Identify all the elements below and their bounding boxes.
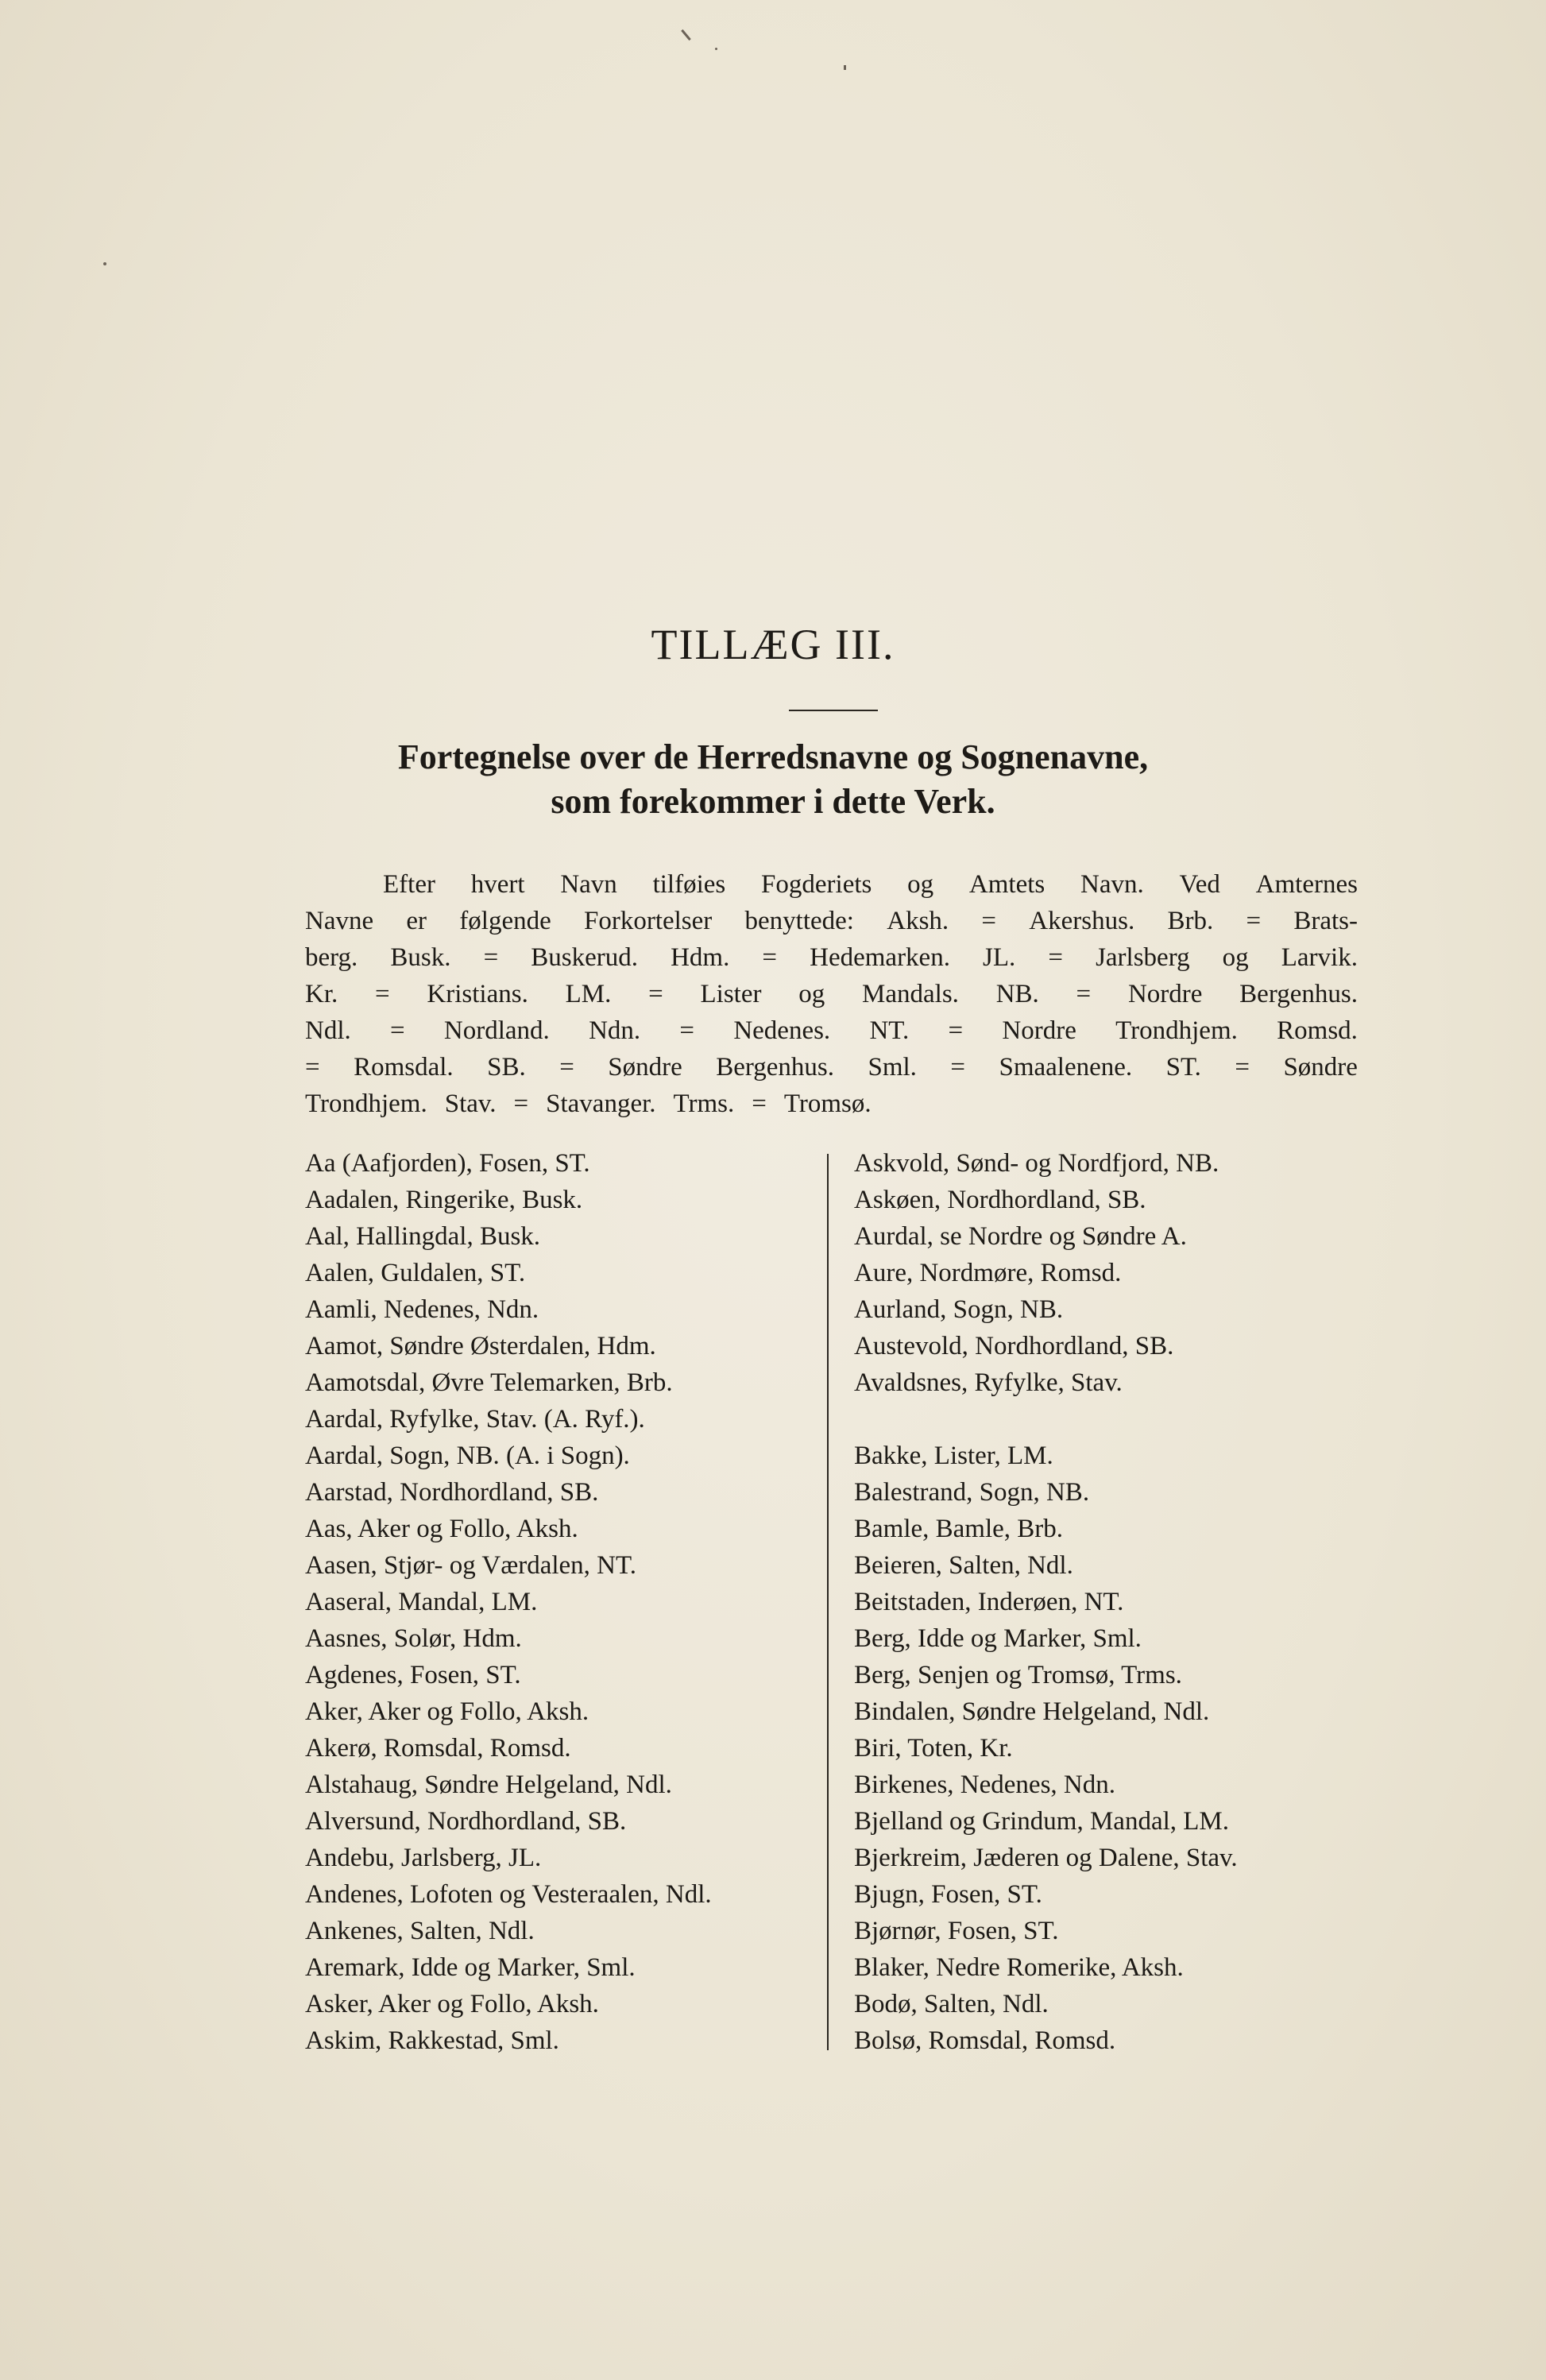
intro-line: [305, 1049, 1358, 1086]
intro-word: Smaalenene.: [999, 1053, 1133, 1082]
index-column-left: [305, 1145, 814, 2059]
subtitle-line: Fortegnelse over de Herredsnavne og Sognenavne,: [397, 737, 1149, 776]
intro-word: Trondhjem.: [1115, 1016, 1238, 1045]
index-entry: Aarstad, Nordhordland, SB.: [305, 1478, 599, 1507]
index-entry: Akerø, Romsdal, Romsd.: [305, 1734, 571, 1763]
intro-word: NT.: [869, 1016, 910, 1045]
index-entry: Biri, Toten, Kr.: [854, 1734, 1013, 1763]
index-entry: Andenes, Lofoten og Vesteraalen, Ndl.: [305, 1880, 712, 1909]
index-entry: Aamotsdal, Øvre Telemarken, Brb.: [305, 1368, 673, 1397]
index-entry: Aremark, Idde og Marker, Sml.: [305, 1953, 636, 1982]
intro-word: Akershus.: [1029, 907, 1135, 935]
intro-word: Mandals.: [862, 980, 959, 1008]
index-entry: Bindalen, Søndre Helgeland, Ndl.: [854, 1697, 1210, 1726]
index-entry: Blaker, Nedre Romerike, Aksh.: [854, 1953, 1184, 1982]
index-entry: Aalen, Guldalen, ST.: [305, 1259, 526, 1287]
intro-word: Romsd.: [1277, 1016, 1358, 1045]
intro-word: LM.: [565, 980, 612, 1008]
intro-word: Sml.: [868, 1053, 917, 1082]
intro-word: JL.: [983, 943, 1016, 972]
intro-word: Stav.: [444, 1089, 497, 1118]
intro-word: =: [679, 1016, 695, 1045]
index-entry: Berg, Senjen og Tromsø, Trms.: [854, 1661, 1182, 1689]
intro-word: hvert: [470, 870, 525, 899]
index-entry: Aurdal, se Nordre og Søndre A.: [854, 1222, 1187, 1251]
subtitle-line: som forekommer i dette Verk.: [551, 782, 995, 821]
index-entry: Aal, Hallingdal, Busk.: [305, 1222, 541, 1251]
index-entry: Berg, Idde og Marker, Sml.: [854, 1624, 1142, 1653]
index-entry: Bodø, Salten, Ndl.: [854, 1990, 1049, 2018]
intro-line: [305, 903, 1358, 939]
intro-word: Bergenhus.: [1239, 980, 1358, 1008]
index-entry: Alversund, Nordhordland, SB.: [305, 1807, 627, 1836]
intro-word: tilføies: [652, 870, 726, 899]
intro-word: Hdm.: [671, 943, 730, 972]
intro-word: Kristians.: [427, 980, 528, 1008]
intro-word: Brats-: [1293, 907, 1358, 935]
subtitle: [0, 735, 1546, 824]
index-entry: Beitstaden, Inderøen, NT.: [854, 1588, 1124, 1616]
index-entry: Aamot, Søndre Østerdalen, Hdm.: [305, 1332, 656, 1360]
intro-word: NB.: [995, 980, 1039, 1008]
intro-word: =: [1048, 943, 1063, 972]
intro-word: =: [390, 1016, 405, 1045]
intro-word: =: [948, 1016, 964, 1045]
intro-word: benyttede:: [744, 907, 854, 935]
intro-word: Nordre: [1127, 980, 1203, 1008]
intro-word: Amternes: [1255, 870, 1358, 899]
page-title: TILLÆG III.: [651, 621, 895, 668]
intro-word: berg.: [305, 943, 358, 972]
index-entry: Aure, Nordmøre, Romsd.: [854, 1259, 1122, 1287]
intro-word: og: [1222, 943, 1249, 972]
intro-word: er: [406, 907, 427, 935]
intro-word: Bergenhus.: [716, 1053, 835, 1082]
intro-word: Larvik.: [1281, 943, 1358, 972]
intro-word: Ndl.: [305, 1016, 351, 1045]
intro-word: Aksh.: [887, 907, 949, 935]
index-entry: Aa (Aafjorden), Fosen, ST.: [305, 1149, 590, 1178]
intro-word: =: [483, 943, 499, 972]
intro-word: =: [1235, 1053, 1250, 1082]
index-entry: Birkenes, Nedenes, Ndn.: [854, 1770, 1116, 1799]
intro-word: Navn: [560, 870, 617, 899]
index-entry: Aardal, Sogn, NB. (A. i Sogn).: [305, 1442, 630, 1470]
intro-word: SB.: [487, 1053, 526, 1082]
intro-paragraph: [305, 866, 1358, 1122]
intro-word: Busk.: [390, 943, 451, 972]
intro-word: Navne: [305, 907, 374, 935]
index-entry: Aker, Aker og Follo, Aksh.: [305, 1697, 589, 1726]
index-entry: Alstahaug, Søndre Helgeland, Ndl.: [305, 1770, 672, 1799]
index-entry: Aardal, Ryfylke, Stav. (A. Ryf.).: [305, 1405, 645, 1434]
ink-speck: [103, 262, 106, 265]
intro-word: Nedenes.: [733, 1016, 831, 1045]
intro-word: Tromsø.: [783, 1089, 872, 1118]
intro-word: Nordre: [1002, 1016, 1076, 1045]
index-entry: Aasnes, Solør, Hdm.: [305, 1624, 522, 1653]
intro-word: Efter: [383, 870, 435, 899]
intro-word: ST.: [1165, 1053, 1201, 1082]
intro-line: [305, 1086, 1358, 1122]
intro-word: =: [1246, 907, 1262, 935]
index-entry: Bjørnør, Fosen, ST.: [854, 1917, 1059, 1945]
ink-speck: [681, 29, 691, 41]
intro-word: og: [907, 870, 934, 899]
intro-line: [305, 976, 1358, 1012]
index-entry: Bjelland og Grindum, Mandal, LM.: [854, 1807, 1230, 1836]
intro-word: og: [798, 980, 825, 1008]
intro-word: =: [559, 1053, 574, 1082]
index-entry: Aurland, Sogn, NB.: [854, 1295, 1064, 1324]
index-entry: Balestrand, Sogn, NB.: [854, 1478, 1090, 1507]
intro-word: Ndn.: [589, 1016, 641, 1045]
intro-word: Ved: [1179, 870, 1220, 899]
intro-word: =: [305, 1053, 320, 1082]
intro-word: =: [513, 1089, 529, 1118]
index-column-right: [854, 1145, 1362, 2059]
index-entry: Aamli, Nedenes, Ndn.: [305, 1295, 539, 1324]
intro-word: følgende: [459, 907, 551, 935]
index-entry: Aas, Aker og Follo, Aksh.: [305, 1515, 578, 1543]
intro-word: Brb.: [1167, 907, 1214, 935]
ink-speck: [844, 65, 846, 70]
index-entry: Bjerkreim, Jæderen og Dalene, Stav.: [854, 1844, 1238, 1872]
intro-word: Fogderiets: [761, 870, 872, 899]
intro-word: =: [648, 980, 663, 1008]
intro-word: Hedemarken.: [810, 943, 950, 972]
index-entry: Asker, Aker og Follo, Aksh.: [305, 1990, 599, 2018]
index-entry: Bjugn, Fosen, ST.: [854, 1880, 1042, 1909]
index-entry: Aadalen, Ringerike, Busk.: [305, 1186, 583, 1214]
intro-line: [305, 939, 1358, 976]
index-entry: Austevold, Nordhordland, SB.: [854, 1332, 1174, 1360]
ink-speck: [715, 48, 717, 50]
index-entry: Bakke, Lister, LM.: [854, 1442, 1053, 1470]
intro-word: =: [981, 907, 997, 935]
index-entry: Askøen, Nordhordland, SB.: [854, 1186, 1146, 1214]
intro-word: =: [375, 980, 390, 1008]
intro-word: Forkortelser: [583, 907, 713, 935]
index-entry: Askim, Rakkestad, Sml.: [305, 2026, 559, 2055]
index-entry: Beieren, Salten, Ndl.: [854, 1551, 1073, 1580]
index-entry: Bolsø, Romsdal, Romsd.: [854, 2026, 1116, 2055]
intro-line: [305, 866, 1358, 903]
intro-word: =: [1076, 980, 1092, 1008]
index-entry: Aaseral, Mandal, LM.: [305, 1588, 538, 1616]
index-entry: Andebu, Jarlsberg, JL.: [305, 1844, 542, 1872]
intro-word: =: [762, 943, 778, 972]
intro-word: Amtets: [968, 870, 1045, 899]
index-entry: Agdenes, Fosen, ST.: [305, 1661, 521, 1689]
intro-word: Navn.: [1080, 870, 1144, 899]
intro-word: Jarlsberg: [1096, 943, 1190, 972]
column-divider: [827, 1154, 829, 2050]
intro-word: Nordland.: [443, 1016, 550, 1045]
intro-word: Kr.: [305, 980, 338, 1008]
intro-word: Søndre: [608, 1053, 682, 1082]
intro-word: Trondhjem.: [305, 1089, 427, 1118]
index-entry: Bamle, Bamle, Brb.: [854, 1515, 1064, 1543]
intro-word: Stavanger.: [546, 1089, 656, 1118]
intro-word: =: [752, 1089, 767, 1118]
title-rule: [789, 710, 878, 711]
intro-word: Trms.: [673, 1089, 735, 1118]
index-entry: Askvold, Sønd- og Nordfjord, NB.: [854, 1149, 1219, 1178]
intro-word: Romsdal.: [354, 1053, 454, 1082]
intro-line: [305, 1012, 1358, 1049]
intro-word: Lister: [700, 980, 762, 1008]
intro-word: Buskerud.: [531, 943, 639, 972]
intro-word: =: [950, 1053, 966, 1082]
index-entry: Aasen, Stjør- og Værdalen, NT.: [305, 1551, 636, 1580]
section-gap: [854, 1401, 1362, 1438]
intro-word: Søndre: [1283, 1053, 1358, 1082]
index-entry: Avaldsnes, Ryfylke, Stav.: [854, 1368, 1123, 1397]
index-entry: Ankenes, Salten, Ndl.: [305, 1917, 535, 1945]
